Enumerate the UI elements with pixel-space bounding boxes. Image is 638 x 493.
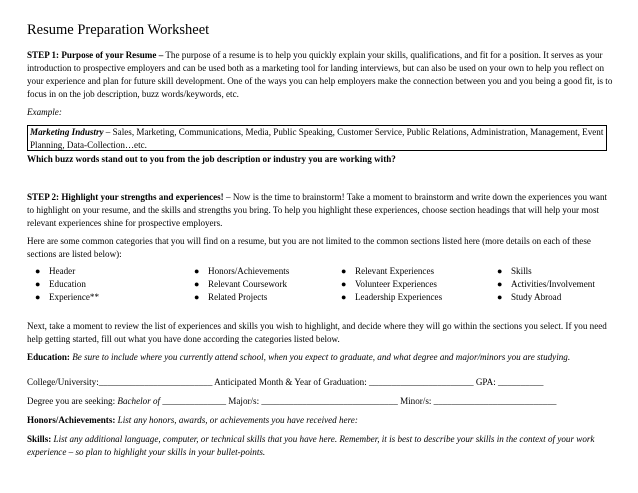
list-item: ● Leadership Experiences — [341, 291, 442, 304]
list-item: ● Header — [35, 265, 99, 278]
list-item: ● Related Projects — [194, 291, 289, 304]
step2-heading: STEP 2: Highlight your strengths and experiences! — [27, 192, 224, 202]
bullet-icon: ● — [497, 292, 503, 303]
degree-line — [27, 395, 613, 408]
bullet-column — [497, 265, 595, 304]
review-paragraph: Next, take a moment to review the list of experiences and skills you wish to highlight, and decide where they will go within the sections you select. If you need help getting started, fill out what you have done according the categories listed below. — [27, 321, 607, 345]
bullet-icon: ● — [35, 292, 41, 303]
skills-instruction: List any additional language, computer, or technical skills that you have here. Remember, it is best to describe your skills in the context of your work experience – so plan to highlight your skills in your bullet-points. — [27, 434, 595, 458]
list-item: ● Study Abroad — [497, 291, 595, 304]
college-line: College/University:_________________________ Anticipated Month & Year of Graduation: _______________________ GPA: __________ — [27, 377, 544, 387]
bullet-icon: ● — [341, 292, 347, 303]
list-item: ● Volunteer Experiences — [341, 278, 442, 291]
honors-section — [27, 414, 613, 427]
education-instruction: Be sure to include where you currently attend school, when you expect to graduate, and what degree and major/minors you are studying. — [69, 352, 571, 362]
list-item: ● Relevant Experiences — [341, 265, 442, 278]
example-text: – Sales, Marketing, Communications, Media, Public Speaking, Customer Service, Public Relations, Administration, Management, Event Planning, Data-Collection…etc. — [30, 127, 604, 150]
degree-value: Bachelor of — [117, 396, 161, 406]
list-item: ● Honors/Achievements — [194, 265, 289, 278]
honors-heading: Honors/Achievements: — [27, 415, 116, 425]
bullet-icon: ● — [35, 279, 41, 290]
buzz-words-question: Which buzz words stand out to you from the job description or industry you are working with? — [27, 154, 396, 164]
bullet-icon: ● — [497, 279, 503, 290]
bullet-icon: ● — [194, 279, 200, 290]
page-title: Resume Preparation Worksheet — [27, 22, 210, 38]
bullet-icon: ● — [194, 292, 200, 303]
bullet-column — [194, 265, 289, 304]
category-bullets — [35, 265, 615, 305]
bullet-icon: ● — [341, 266, 347, 276]
list-item: ● Skills — [497, 265, 595, 278]
step2-paragraph — [27, 191, 613, 230]
education-heading: Education: — [27, 352, 70, 362]
step1-paragraph — [27, 49, 613, 101]
list-item: ● Activities/Involvement — [497, 278, 595, 291]
bullet-column — [35, 265, 99, 304]
skills-heading: Skills: — [27, 434, 52, 444]
list-item: ● Relevant Coursework — [194, 278, 289, 291]
step2-body: – Now is the time to brainstorm! Take a moment to brainstorm and write down the experiences you want to highlight on your resume, and the skills and strengths you bring. To help you highlight these experiences, choose section headings that will help your most relevant experiences shine for prospective employers. — [27, 192, 608, 229]
categories-intro: Here are some common categories that you will find on a resume, but you are not limited to the common sections listed here (more details on each of these sections are listed below): — [27, 236, 591, 260]
bullet-column — [341, 265, 442, 304]
bullet-icon: ● — [35, 266, 41, 276]
degree-rest: ______________ Major/s: ______________________________ Minor/s: ___________________________ — [160, 396, 557, 406]
honors-instruction: List any honors, awards, or achievements you have received here: — [115, 415, 358, 425]
list-item: ● Experience** — [35, 291, 99, 304]
example-box — [27, 125, 607, 151]
degree-label: Degree you are seeking: — [27, 396, 118, 406]
example-industry: Marketing Industry — [30, 127, 104, 137]
skills-section — [27, 433, 613, 459]
bullet-icon: ● — [497, 266, 503, 276]
bullet-icon: ● — [194, 266, 200, 276]
step1-body: The purpose of a resume is to help you quickly explain your skills, qualifications, and fit for a position. It serves as your introduction to prospective employers and can be used both as a marketing tool for landing interviews, but can also be used on your own to help you reflect on your experience and plan for future skill development. One of the ways you can help employers make the connection between you and you being a good fit, is to focus in on the job description, buzz words/keywords, etc. — [27, 50, 613, 100]
step1-heading: STEP 1: Purpose of your Resume – — [27, 50, 164, 60]
list-item: ● Education — [35, 278, 99, 291]
example-label: Example: — [27, 107, 62, 117]
bullet-icon: ● — [341, 279, 347, 290]
education-section — [27, 351, 613, 364]
